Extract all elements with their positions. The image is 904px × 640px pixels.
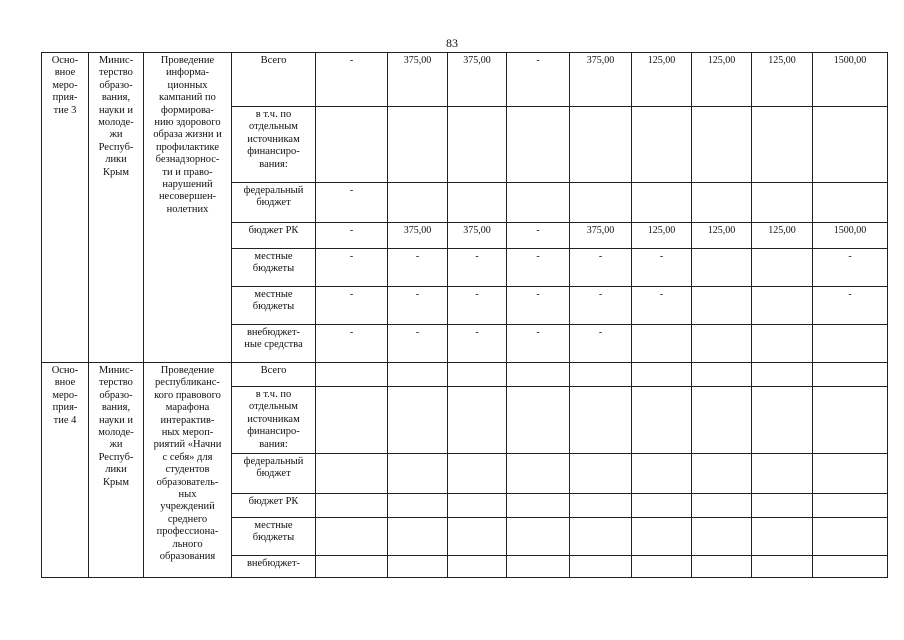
funding-source-cell: Всего [232,363,316,387]
amount-cell: - [388,287,448,325]
amount-cell: 125,00 [692,53,752,107]
amount-cell: 125,00 [632,53,692,107]
amount-cell [752,363,813,387]
amount-cell [813,494,888,518]
amount-cell [813,556,888,578]
amount-cell [570,183,632,223]
amount-cell: 125,00 [692,223,752,249]
amount-cell [448,556,507,578]
amount-cell [570,107,632,183]
amount-cell: - [316,223,388,249]
amount-cell [632,325,692,363]
financing-table [41,52,888,578]
executor-cell: Минис- терство образо- вания, науки и молоде- жи Респуб- лики Крым [89,53,144,363]
funding-source-cell: местные бюджеты [232,287,316,325]
amount-cell [813,107,888,183]
amount-cell [813,183,888,223]
amount-cell [752,387,813,454]
amount-cell [388,183,448,223]
amount-cell [570,518,632,556]
amount-cell [813,518,888,556]
amount-cell: - [570,287,632,325]
amount-cell [813,454,888,494]
amount-cell [692,387,752,454]
amount-cell: 125,00 [752,223,813,249]
description-cell: Проведение республиканс- кого правового марафона интерактив- ных мероп- риятий «Начни с себя» для студентов образователь- ных учреждений среднего профессиона- льного образования [144,363,232,578]
page-number: 83 [446,36,458,50]
amount-cell [448,363,507,387]
measure-label: Осно- вное меро- прия- тие 4 [42,363,89,578]
amount-cell [448,454,507,494]
amount-cell [752,287,813,325]
amount-cell [632,387,692,454]
amount-cell: - [507,287,570,325]
amount-cell [507,183,570,223]
amount-cell: - [813,249,888,287]
amount-cell [316,363,388,387]
amount-cell [448,183,507,223]
funding-source-cell: бюджет РК [232,494,316,518]
amount-cell [507,518,570,556]
funding-source-cell: внебюджет- [232,556,316,578]
funding-source-cell: в т.ч. по отдельным источникам финансиро- вания: [232,387,316,454]
funding-source-cell: бюджет РК [232,223,316,249]
amount-cell [752,556,813,578]
amount-cell: - [507,325,570,363]
amount-cell: - [813,287,888,325]
amount-cell [316,556,388,578]
amount-cell: 375,00 [388,223,448,249]
amount-cell [448,494,507,518]
amount-cell [316,387,388,454]
amount-cell: 375,00 [448,223,507,249]
amount-cell [570,363,632,387]
amount-cell: 375,00 [388,53,448,107]
funding-source-cell: внебюджет- ные средства [232,325,316,363]
amount-cell [692,363,752,387]
amount-cell [752,325,813,363]
amount-cell [316,454,388,494]
amount-cell [752,494,813,518]
amount-cell: - [448,249,507,287]
amount-cell: - [570,249,632,287]
amount-cell [752,518,813,556]
amount-cell: 125,00 [632,223,692,249]
table-body [42,53,888,578]
table-row [42,53,888,107]
amount-cell [388,363,448,387]
amount-cell: - [316,249,388,287]
amount-cell [692,494,752,518]
amount-cell [448,518,507,556]
amount-cell [752,249,813,287]
amount-cell [448,107,507,183]
amount-cell [507,363,570,387]
amount-cell [692,107,752,183]
amount-cell [632,363,692,387]
amount-cell [813,387,888,454]
amount-cell: - [316,287,388,325]
measure-label: Осно- вное меро- прия- тие 3 [42,53,89,363]
amount-cell [316,518,388,556]
amount-cell [388,107,448,183]
amount-cell: 1500,00 [813,53,888,107]
amount-cell: - [448,325,507,363]
amount-cell [692,518,752,556]
amount-cell: 1500,00 [813,223,888,249]
amount-cell [632,518,692,556]
amount-cell [507,556,570,578]
amount-cell: 125,00 [752,53,813,107]
amount-cell: - [507,223,570,249]
amount-cell [507,107,570,183]
amount-cell: - [632,287,692,325]
amount-cell [570,454,632,494]
funding-source-cell: федеральный бюджет [232,454,316,494]
amount-cell [316,494,388,518]
amount-cell [632,183,692,223]
amount-cell [570,387,632,454]
table-row [42,363,888,387]
amount-cell: 375,00 [448,53,507,107]
description-cell: Проведение информа- ционных кампаний по формирова- нию здорового образа жизни и профилактике безнадзорнос- ти и право- нарушений несовершен- нолетних [144,53,232,363]
amount-cell [752,454,813,494]
amount-cell [692,325,752,363]
amount-cell [388,454,448,494]
amount-cell [388,518,448,556]
amount-cell [752,107,813,183]
amount-cell: - [388,325,448,363]
amount-cell: 375,00 [570,53,632,107]
amount-cell [507,494,570,518]
amount-cell [692,454,752,494]
amount-cell: - [507,53,570,107]
amount-cell: - [316,325,388,363]
amount-cell: - [316,53,388,107]
amount-cell [813,325,888,363]
funding-source-cell: местные бюджеты [232,518,316,556]
amount-cell [570,556,632,578]
amount-cell: - [507,249,570,287]
amount-cell [692,287,752,325]
funding-source-cell: Всего [232,53,316,107]
amount-cell [752,183,813,223]
amount-cell: - [388,249,448,287]
amount-cell [448,387,507,454]
amount-cell: - [632,249,692,287]
amount-cell [692,556,752,578]
amount-cell [632,494,692,518]
amount-cell [692,249,752,287]
amount-cell [388,494,448,518]
amount-cell [632,556,692,578]
amount-cell [388,387,448,454]
amount-cell [632,107,692,183]
amount-cell [692,183,752,223]
funding-source-cell: местные бюджеты [232,249,316,287]
amount-cell [813,363,888,387]
funding-source-cell: федеральный бюджет [232,183,316,223]
executor-cell: Минис- терство образо- вания, науки и молоде- жи Респуб- лики Крым [89,363,144,578]
amount-cell: - [448,287,507,325]
amount-cell: - [316,183,388,223]
funding-source-cell: в т.ч. по отдельным источникам финансиро- вания: [232,107,316,183]
amount-cell [632,454,692,494]
amount-cell [316,107,388,183]
amount-cell [507,387,570,454]
amount-cell [570,494,632,518]
amount-cell: - [570,325,632,363]
amount-cell [388,556,448,578]
amount-cell [507,454,570,494]
amount-cell: 375,00 [570,223,632,249]
